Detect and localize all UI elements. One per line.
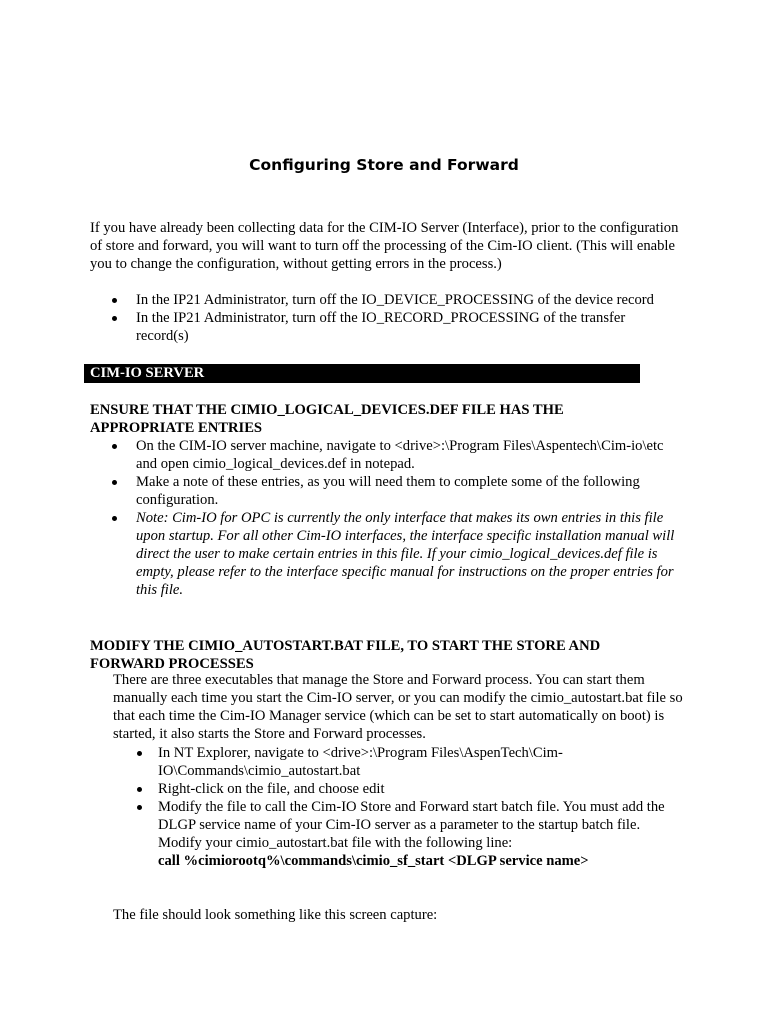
bullet-icon (137, 787, 142, 792)
bullet-icon (112, 444, 117, 449)
list-item-note: Note: Cim-IO for OPC is currently the only interface that makes its own entries in this file upon startup. For all other Cim-IO interfaces, the interface specific installation manual will direct the user to make certain entries in this file. If your cimio_logical_devices.def file is empty, please refer to the interface specific manual for instructions on the proper entries for this file. (90, 509, 680, 599)
bullet-icon (112, 316, 117, 321)
list-item: Right-click on the file, and choose edit (113, 780, 683, 798)
list-item: In NT Explorer, navigate to <drive>:\Program Files\AspenTech\Cim-IO\Commands\cimio_autostart.bat (113, 744, 683, 780)
section-bar-cim-io-server: CIM-IO SERVER (84, 364, 640, 383)
logical-steps-list (90, 437, 680, 599)
command-line: call %cimiorootq%\commands\cimio_sf_start <DLGP service name> (158, 853, 589, 869)
list-item: Make a note of these entries, as you will need them to complete some of the following configuration. (90, 473, 680, 509)
heading-logical-devices: ENSURE THAT THE CIMIO_LOGICAL_DEVICES.DEF FILE HAS THE APPROPRIATE ENTRIES (90, 402, 564, 436)
bullet-icon (112, 298, 117, 303)
modify-line: Modify your cimio_autostart.bat file with the following line: (158, 835, 513, 851)
list-item: Modify the file to call the Cim-IO Store and Forward start batch file. You must add the DLGP service name of your Cim-IO server as a parameter to the startup batch file. Modify your cimio_autostart.bat file with the following line: call %cimiorootq%\commands\cimio_sf_start <DLGP service name> (113, 798, 683, 870)
bullet-icon (112, 480, 117, 485)
bullet-icon (112, 516, 117, 521)
heading-autostart: MODIFY THE CIMIO_AUTOSTART.BAT FILE, TO START THE STORE AND FORWARD PROCESSES (90, 638, 601, 672)
autostart-steps-list (113, 744, 683, 870)
bullet-icon (137, 805, 142, 810)
closing-text: The file should look something like this screen capture: (113, 907, 438, 923)
list-item: In the IP21 Administrator, turn off the IO_DEVICE_PROCESSING of the device record (90, 291, 680, 309)
autostart-intro: There are three executables that manage the Store and Forward process. You can start them manually each time you start the Cim-IO server, or you can modify the cimio_autostart.bat file so that each time the Cim-IO Manager service (which can be set to start automatically on boot) is started, it also starts the Store and Forward processes. (113, 672, 683, 742)
page-title: Configuring Store and Forward (249, 156, 519, 174)
list-item: On the CIM-IO server machine, navigate to <drive>:\Program Files\Aspentech\Cim-io\etc and open cimio_logical_devices.def in notepad. (90, 437, 680, 473)
bullet-icon (137, 751, 142, 756)
intro-text: If you have already been collecting data for the CIM-IO Server (Interface), prior to the configuration of store and forward, you will want to turn off the processing of the Cim-IO client. (This will enable you to change the configuration, without getting errors in the process.) (90, 220, 679, 272)
intro-paragraph (90, 219, 680, 273)
admin-steps-list (90, 291, 680, 345)
list-item: In the IP21 Administrator, turn off the IO_RECORD_PROCESSING of the transfer record(s) (90, 309, 680, 345)
